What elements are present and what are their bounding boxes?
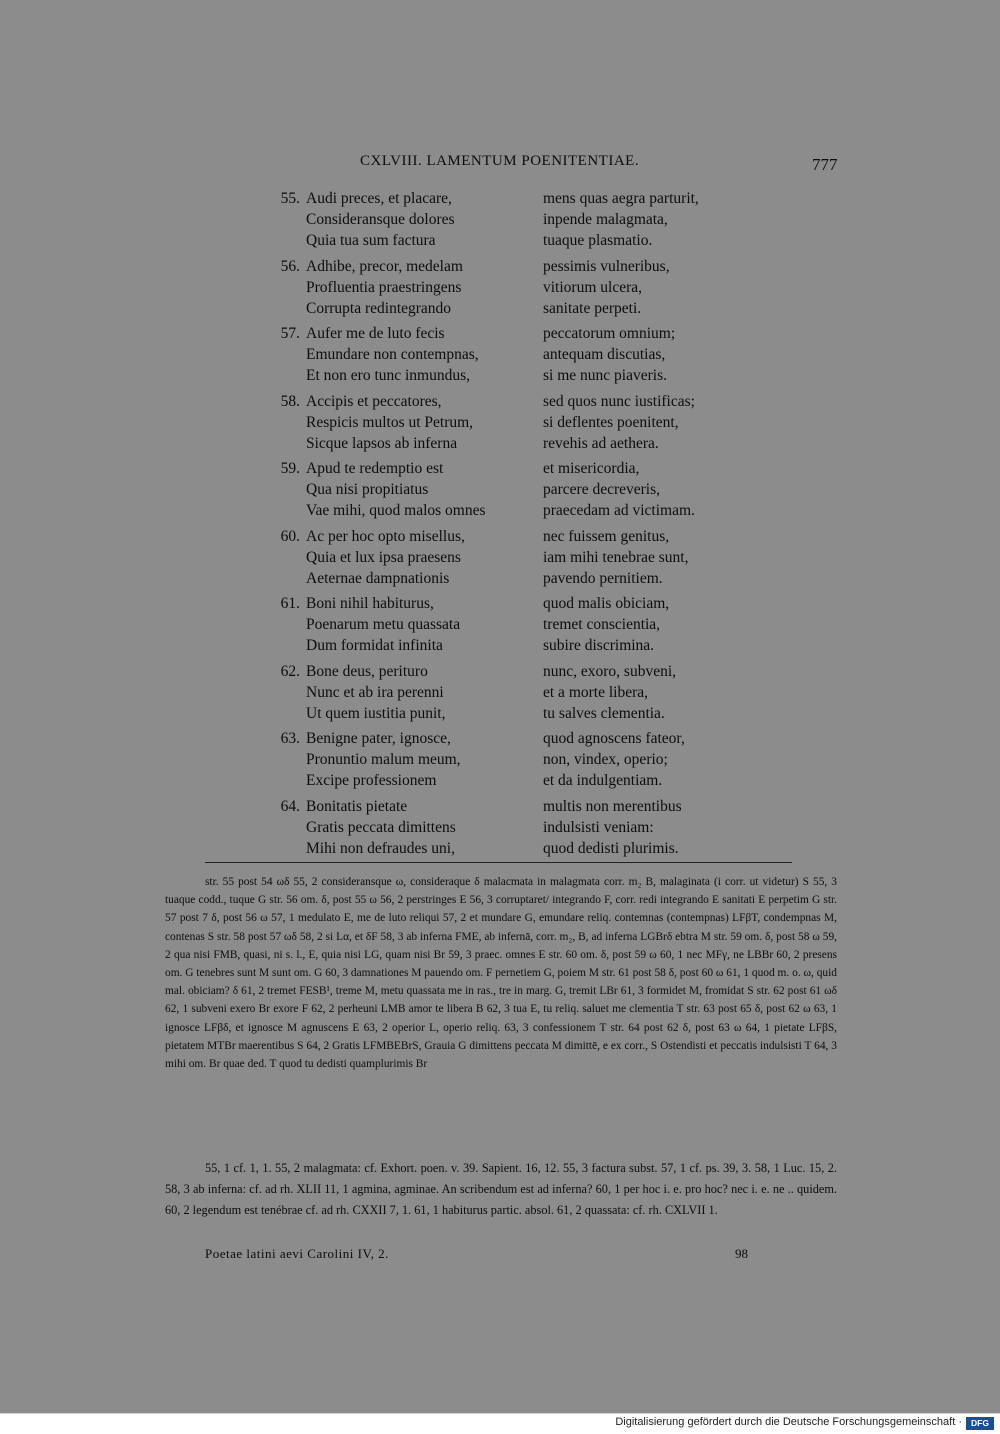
stanza-number: 63. [280,730,300,747]
verse-second-half: tremet conscientia, [543,616,661,633]
verse-first-half: Benigne pater, ignosce, [306,730,451,747]
verse-second-half: praecedam ad victimam. [543,502,695,519]
verse-second-half: inpende malagmata, [543,211,668,228]
verse-line [260,414,820,435]
verse-first-half: Quia tua sum factura [306,232,436,249]
funding-bar [0,1413,1000,1434]
verse-first-half: Quia et lux ipsa praesens [306,548,461,566]
verse-first-half: Gratis peccata dimittens [306,818,456,836]
verse-second-half: antequam discutias, [543,346,666,363]
verse-second-half: et a morte libera, [543,683,649,701]
dfg-logo-icon: DFG [966,1417,994,1430]
verse-first-half: Consideransque dolores [306,211,455,228]
verse-line [260,325,820,346]
stanza [260,730,820,793]
verse-line [260,772,820,793]
verse-line [260,502,820,523]
verse-line [260,798,820,819]
running-title: CXLVIII. LAMENTUM POENITENTIAE. [360,153,640,169]
verse-second-half: nunc, exoro, subveni, [543,662,677,680]
series-title: Poetae latini aevi Carolini IV, 2. [205,1246,389,1261]
verse-first-half: Emundare non contempnas, [306,346,479,363]
verse-line [260,346,820,367]
verse-line [260,637,820,658]
verse-second-half: nec fuissem genitus, [543,527,670,545]
verse-line [260,279,820,300]
verse-line [260,705,820,726]
verse-first-half: Mihi non defraudes uni, [306,839,455,857]
verse-line [260,616,820,637]
verse-first-half: Boni nihil habiturus, [306,595,434,612]
verse-first-half: Ac per hoc opto misellus, [306,527,465,545]
stanza-number: 59. [280,460,300,477]
verse-line [260,211,820,232]
verse-first-half: Et non ero tunc inmundus, [306,367,471,384]
verse-first-half: Bonitatis pietate [306,797,408,815]
verse-line [260,528,820,549]
verse-line [260,595,820,616]
verse-line [260,549,820,570]
stanza [260,798,820,861]
critical-apparatus [165,873,837,1073]
stanza-number: 58. [280,392,300,410]
verse-line [260,393,820,414]
stanza [260,190,820,253]
verse-second-half: subire discrimina. [543,637,655,654]
verse-line [260,684,820,705]
stanza-number: 56. [280,257,300,275]
verse-first-half: Sicque lapsos ab inferna [306,434,458,452]
poem-stanzas [260,190,820,865]
verse-second-half: multis non merentibus [543,797,682,815]
verse-second-half: non, vindex, operio; [543,751,668,768]
stanza [260,595,820,658]
verse-first-half: Respicis multos ut Petrum, [306,413,474,431]
stanza-number: 62. [280,662,300,680]
verse-first-half: Corrupta redintegrando [306,299,452,317]
verse-second-half: iam mihi tenebrae sunt, [543,548,689,566]
notes-paragraph: 55, 1 cf. 1, 1. 55, 2 malagmata: cf. Exhort. poen. v. 39. Sapient. 16, 12. 55, 3 factura subst. 57, 1 cf. ps. 39, 3. 58, 1 Luc. 15, 2. 58, 3 ab inferna: cf. ad rh. XLII 11, 1 agmina, agminae. An scribendum est ad inferna? 60, 1 per hoc i. e. pro hoc? nec i. e. ne .. quidem. 60, 2 legendum est tenébrae cf. ad rh. CXXII 7, 1. 61, 1 habiturus partic. absol. 61, 2 quassata: cf. rh. CXLVII 1. [165,1161,837,1217]
verse-line [260,190,820,211]
verse-second-half: et da indulgentiam. [543,772,663,789]
verse-first-half: Audi preces, et placare, [306,190,452,207]
verse-second-half: quod agnoscens fateor, [543,730,685,747]
stanza [260,325,820,388]
stanza-number: 61. [280,595,300,612]
verse-line [260,751,820,772]
verse-first-half: Profluentia praestringens [306,278,462,296]
verse-line [260,460,820,481]
verse-first-half: Nunc et ab ira perenni [306,683,444,701]
commentary-notes [165,1158,837,1221]
verse-second-half: indulsisti veniam: [543,818,654,836]
verse-second-half: pessimis vulneribus, [543,257,670,275]
verse-first-half: Poenarum metu quassata [306,616,461,633]
verse-second-half: revehis ad aethera. [543,434,659,452]
footnote-divider [205,862,792,863]
verse-second-half: et misericordia, [543,460,640,477]
stanza-number: 64. [280,797,300,815]
verse-second-half: mens quas aegra parturit, [543,190,699,207]
verse-line [260,819,820,840]
verse-second-half: tuaque plasmatio. [543,232,653,249]
apparatus-paragraph: str. 55 post 54 ωδ 55, 2 consideransque ω, consideraque δ malacmata in malagmata corr. m₂ B, malaginata (i corr. ut videtur) S 55, 3 tuaque codd., tuque G str. 56 om. δ, post 55 ω 56, 2 perstringes E 56, 3 corruptaret/ integrando F, corr. redi integrando E sanitati E perpetim G str. 57 post 7 δ, post 56 ω 57, 1 medulato E, me de luto reliqui 57, 2 et mundare G, emundare reliq. contemnas (contempnas) LFβT, condempnas M, contenas S str. 58 post 57 ωδ 58, 2 si Lα, et δF 58, 3 ab inferna FME, ab infernā, corr. m₂, B, ad inferna LGBrδ ebtra M str. 59 om. δ, post 58 ω 59, 2 qua nisi FMB, quasi, ni s. l., E, quia nisi LG, quam nisi Br 59, 3 praec. omnes E str. 60 om. δ, post 59 ω 60, 1 nec MFγ, ne LBBr 60, 2 presens om. G tenebres sunt M sunt om. G 60, 3 damnationes M pauendo om. F pernetiem G, poiem M str. 61 post 58 δ, post 60 ω 61, 1 quod m. o. ω, quid mal. obiciam? δ 61, 2 tremet FESB¹, treme M, metu quassata me in ras., tre in marg. G, tremit LBr 61, 3 formidet M, fromidat S str. 62 post 61 ωδ 62, 1 subveni exero Br exore F 62, 2 perheuni LMB amor te libera B 62, 3 tua E, tu reliq. saluet me clementia T str. 63 post 65 δ, post 62 ω 63, 1 ignosce LFβδ, et ignosce M agnuscens E 63, 2 operior L, operio reliq. 63, 3 confessionem T str. 64 post 62 δ, post 63 ω 64, 1 pietate LFβS, pietatem MTBr maerentibus S 64, 2 Gratis LFMBEBrS, Grauia G dimittens peccata M dimittē, e ex corr., S Ostendisti et peccatis indulsisti T 64, 3 mihi om. Br quae ded. T quod tu dedisti quamplurimis Br [165,876,837,1071]
verse-line [260,258,820,279]
verse-line [260,367,820,388]
verse-second-half: quod malis obiciam, [543,595,670,612]
verse-second-half: si me nunc piaveris. [543,367,667,384]
stanza [260,663,820,726]
verse-line [260,232,820,253]
verse-second-half: tu salves clementia. [543,704,665,722]
verse-first-half: Ut quem iustitia punit, [306,704,446,722]
stanza [260,258,820,321]
verse-first-half: Aeternae dampnationis [306,569,450,587]
stanza-number: 60. [280,527,300,545]
verse-line [260,730,820,751]
verse-first-half: Adhibe, precor, medelam [306,257,463,275]
verse-first-half: Qua nisi propitiatus [306,481,429,498]
stanza [260,528,820,591]
verse-second-half: quod dedisti plurimis. [543,839,679,857]
verse-first-half: Excipe professionem [306,772,437,789]
funding-text: Digitalisierung gefördert durch die Deutsche Forschungsgemeinschaft · [615,1416,962,1428]
verse-second-half: pavendo pernitiem. [543,569,663,587]
verse-second-half: vitiorum ulcera, [543,278,642,296]
verse-line [260,663,820,684]
verse-second-half: sanitate perpeti. [543,299,642,317]
stanza [260,393,820,456]
verse-first-half: Bone deus, perituro [306,662,428,680]
verse-first-half: Vae mihi, quod malos omnes [306,502,486,519]
signature-mark: 98 [735,1246,748,1261]
verse-second-half: sed quos nunc iustificas; [543,392,695,410]
verse-line [260,570,820,591]
verse-first-half: Aufer me de luto fecis [306,325,445,342]
verse-line [260,840,820,861]
verse-second-half: parcere decreveris, [543,481,661,498]
page-number: 777 [812,155,838,174]
verse-line [260,481,820,502]
stanza-number: 55. [280,190,300,207]
verse-line [260,435,820,456]
stanza-number: 57. [280,325,300,342]
verse-first-half: Pronuntio malum meum, [306,751,461,768]
verse-first-half: Accipis et peccatores, [306,392,442,410]
verse-first-half: Apud te redemptio est [306,460,444,477]
verse-line [260,300,820,321]
verse-first-half: Dum formidat infinita [306,637,443,654]
verse-second-half: si deflentes poenitent, [543,413,679,431]
verse-second-half: peccatorum omnium; [543,325,676,342]
stanza [260,460,820,523]
